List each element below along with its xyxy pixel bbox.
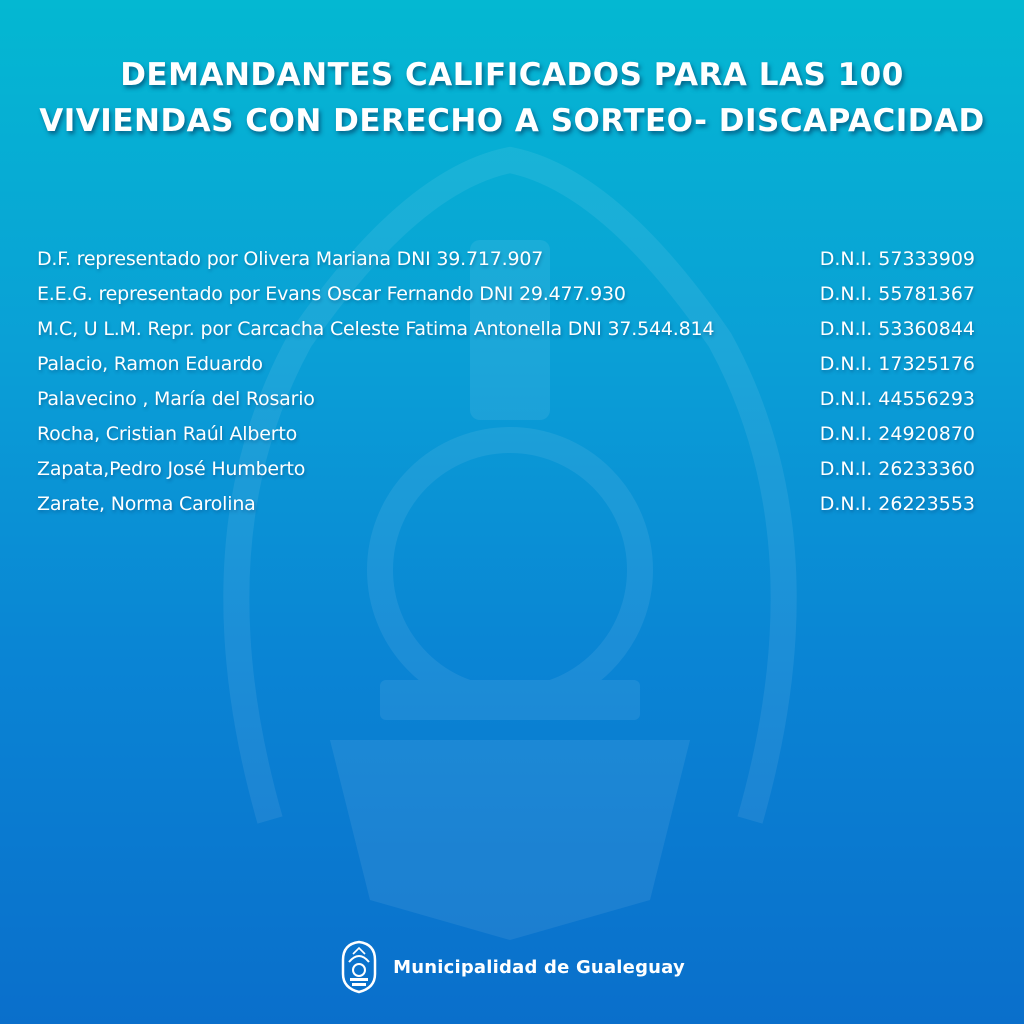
applicant-dni: D.N.I. 17325176: [819, 353, 975, 375]
applicant-name: E.E.G. representado por Evans Oscar Fernando DNI 29.477.930: [37, 283, 626, 305]
applicant-dni: D.N.I. 24920870: [819, 423, 975, 445]
footer-brand: [0, 940, 1024, 994]
list-item: [37, 382, 975, 417]
title-line-1: DEMANDANTES CALIFICADOS PARA LAS 100: [120, 57, 904, 93]
applicant-name: D.F. representado por Olivera Mariana DNI 39.717.907: [37, 248, 544, 270]
title-line-2: VIVIENDAS CON DERECHO A SORTEO- DISCAPACIDAD: [39, 103, 985, 139]
applicant-dni: D.N.I. 44556293: [819, 388, 975, 410]
applicant-dni: D.N.I. 53360844: [819, 318, 975, 340]
applicant-name: Zapata,Pedro José Humberto: [37, 458, 306, 480]
list-item: [37, 487, 975, 522]
applicant-name: Palavecino , María del Rosario: [37, 388, 315, 410]
applicant-dni: D.N.I. 57333909: [819, 248, 975, 270]
list-item: [37, 452, 975, 487]
applicant-list: [37, 242, 975, 522]
applicant-name: M.C, U L.M. Repr. por Carcacha Celeste Fatima Antonella DNI 37.544.814: [37, 318, 715, 340]
applicant-name: Palacio, Ramon Eduardo: [37, 353, 263, 375]
applicant-dni: D.N.I. 26233360: [819, 458, 975, 480]
applicant-dni: D.N.I. 26223553: [819, 493, 975, 515]
municipal-crest-icon: [339, 940, 379, 994]
footer-label: Municipalidad de Gualeguay: [393, 956, 685, 978]
list-item: [37, 242, 975, 277]
page-title: [0, 52, 1024, 144]
applicant-name: Zarate, Norma Carolina: [37, 493, 256, 515]
list-item: [37, 417, 975, 452]
list-item: [37, 312, 975, 347]
applicant-dni: D.N.I. 55781367: [819, 283, 975, 305]
list-item: [37, 347, 975, 382]
list-item: [37, 277, 975, 312]
applicant-name: Rocha, Cristian Raúl Alberto: [37, 423, 297, 445]
